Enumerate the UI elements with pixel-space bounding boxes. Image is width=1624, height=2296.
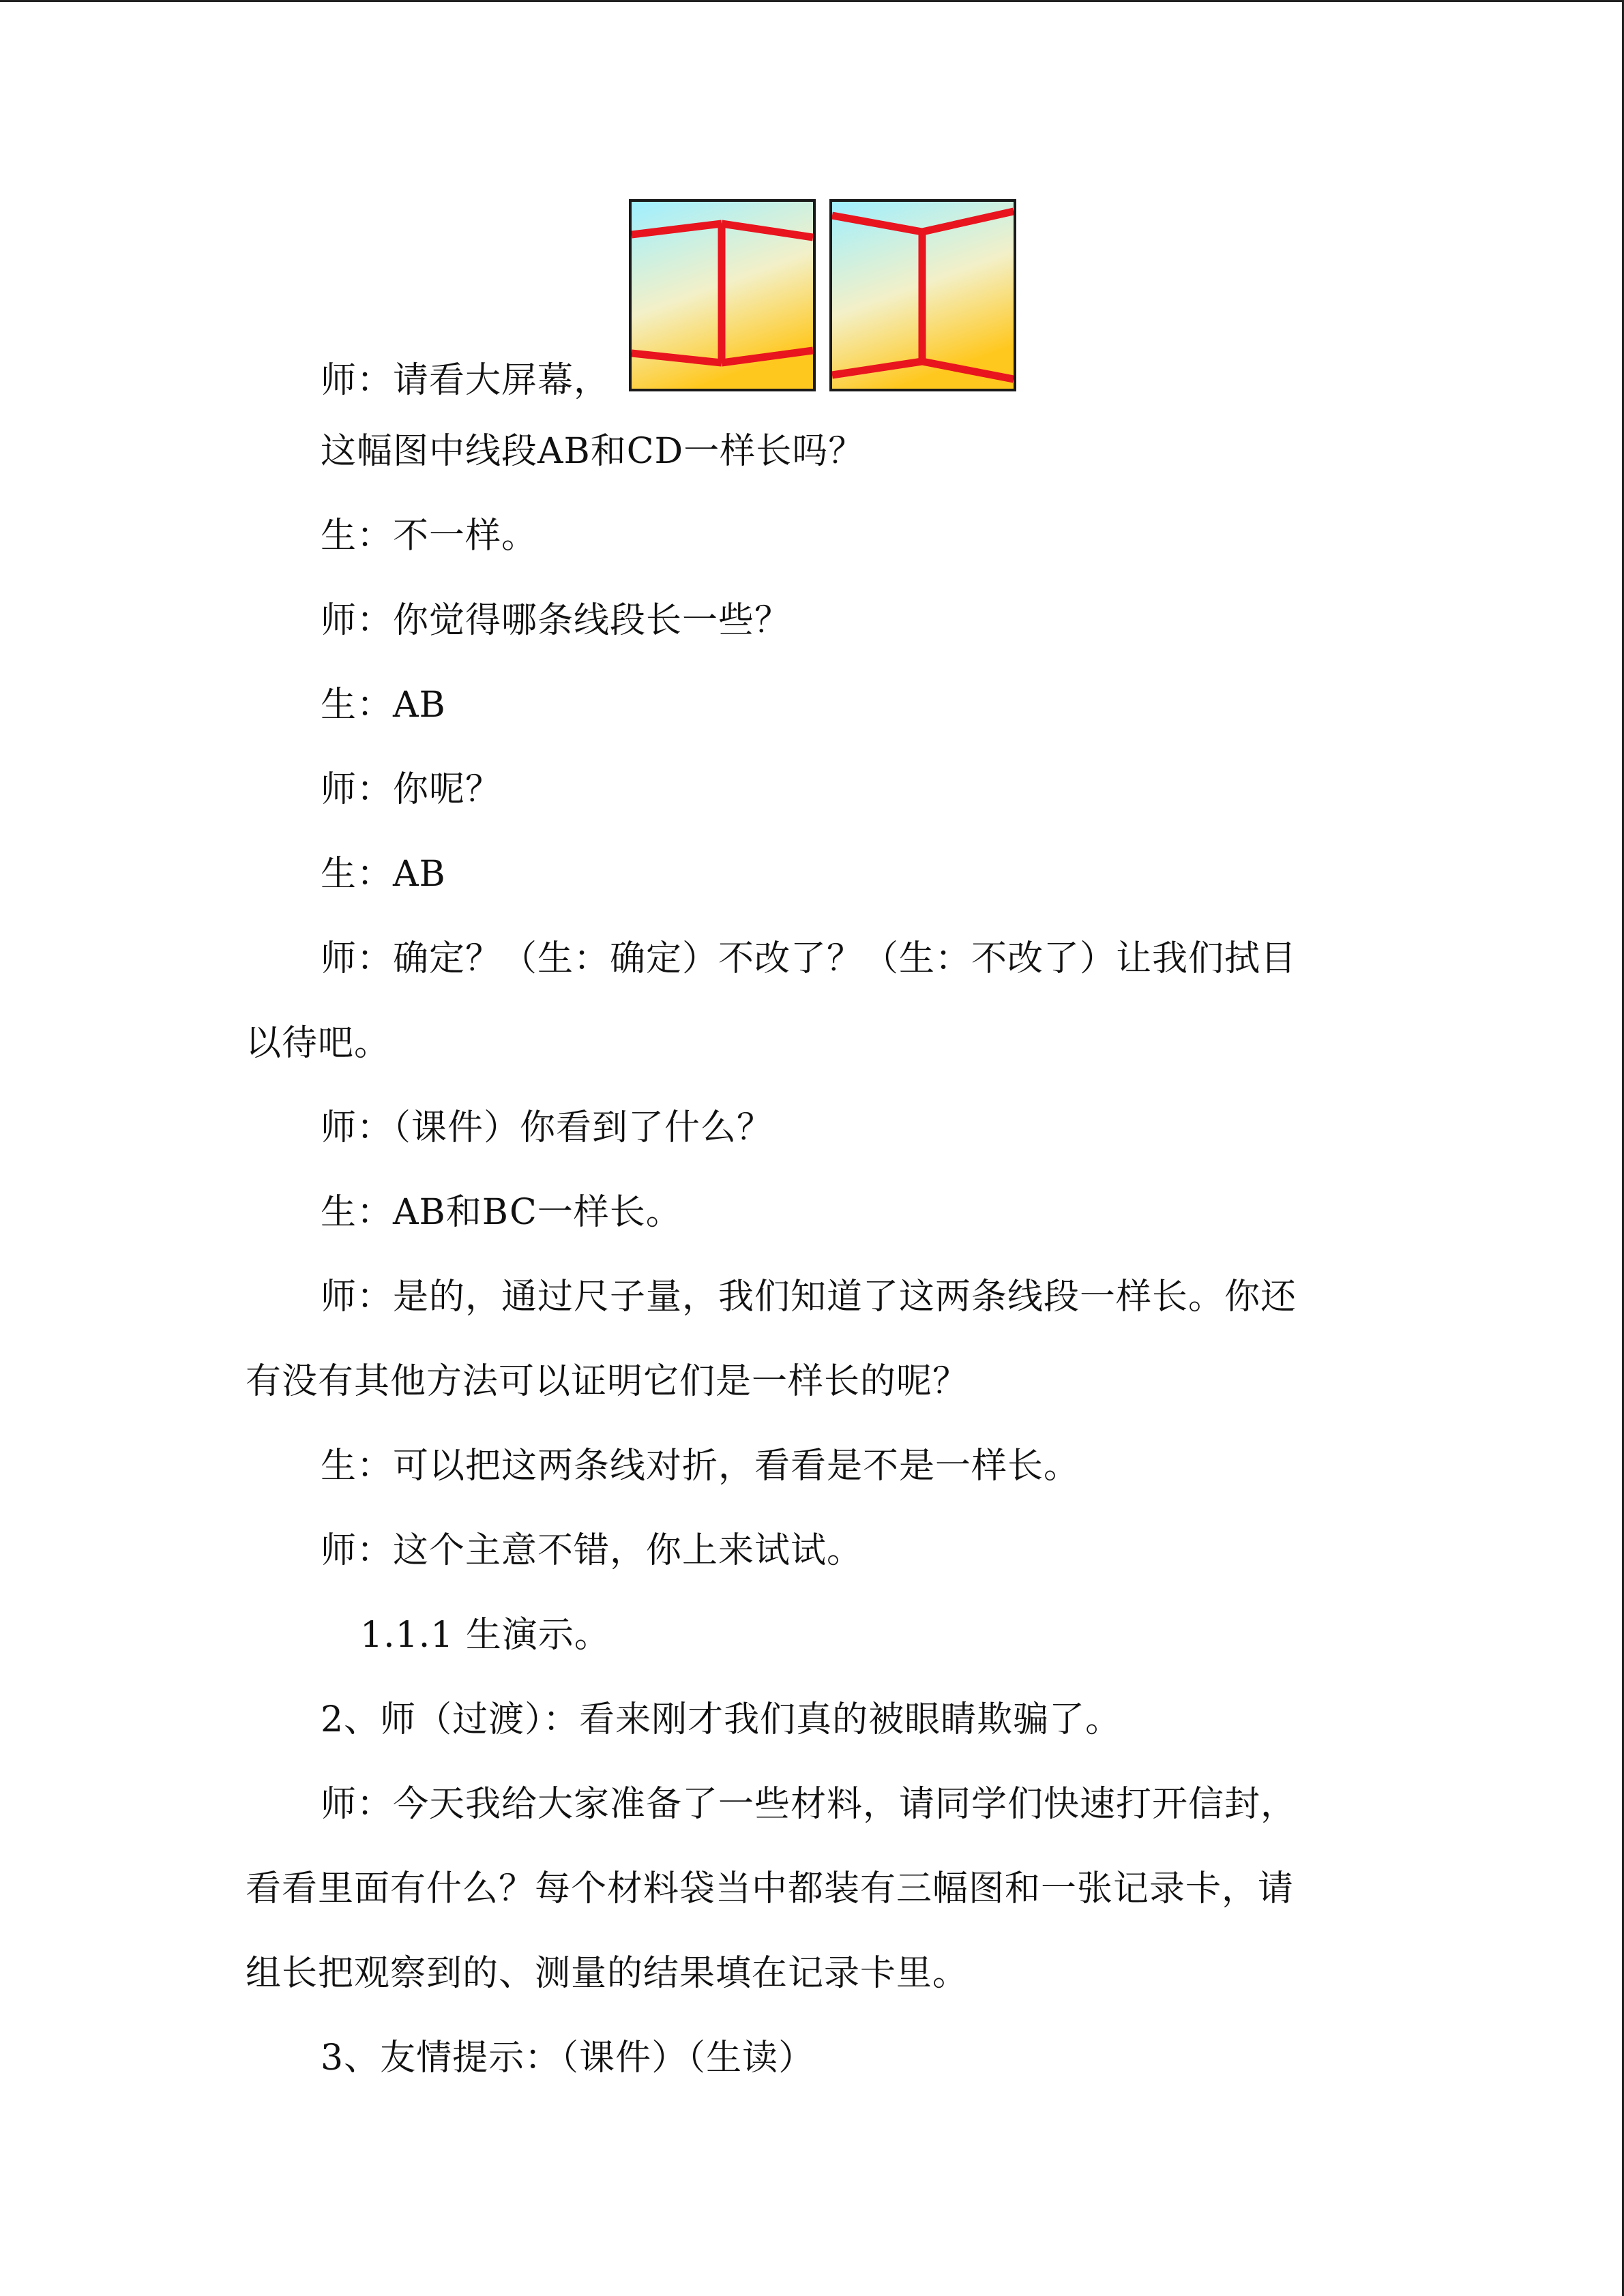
- paragraph-question-ab-cd: 这幅图中线段AB和CD一样长吗？: [321, 431, 865, 472]
- illusion-figure-left: [629, 199, 816, 391]
- paragraph-materials-line3: 组长把观察到的、测量的结果填在记录卡里。: [246, 1953, 969, 1994]
- paragraph-student-fold: 生：可以把这两条线对折，看看是不是一样长。: [321, 1446, 1080, 1487]
- paragraph-materials-line1: 师：今天我给大家准备了一些材料，请同学们快速打开信封，: [321, 1784, 1297, 1825]
- paragraph-teacher-ruler-line1: 师：是的，通过尺子量，我们知道了这两条线段一样长。你还: [321, 1277, 1297, 1317]
- paragraph-teacher-confirm-line2: 以待吧。: [246, 1023, 391, 1064]
- paragraph-student-not-same: 生：不一样。: [321, 516, 538, 556]
- paragraph-student-demo: 1.1.1 生演示。: [360, 1615, 610, 1656]
- paragraph-teacher-what-see: 师：（课件）你看到了什么？: [321, 1107, 773, 1148]
- paragraph-teacher-you: 师：你呢？: [321, 769, 502, 810]
- paragraph-teacher-which-longer: 师：你觉得哪条线段长一些？: [321, 600, 791, 641]
- paragraph-tips: 3、友情提示：（课件）（生读）: [321, 2038, 815, 2078]
- paragraph-materials-line2: 看看里面有什么？每个材料袋当中都装有三幅图和一张记录卡，请: [246, 1868, 1295, 1909]
- paragraph-teacher-confirm-line1: 师：确定？（生：确定）不改了？（生：不改了）让我们拭目: [321, 938, 1297, 979]
- illusion-figure-left-svg: [632, 202, 813, 389]
- paragraph-student-ab-1: 生：AB: [321, 685, 446, 726]
- illusion-figure-right: [829, 199, 1016, 391]
- paragraph-transition: 2、师（过渡）：看来刚才我们真的被眼睛欺骗了。: [321, 1699, 1122, 1740]
- paragraph-teacher-screen: 师：请看大屏幕，: [321, 360, 610, 401]
- illusion-figures: [629, 199, 1019, 394]
- paragraph-teacher-ruler-line2: 有没有其他方法可以证明它们是一样长的呢？: [246, 1361, 969, 1402]
- illusion-figure-right-svg: [832, 202, 1014, 389]
- paragraph-student-ab-2: 生：AB: [321, 854, 446, 895]
- paragraph-teacher-try: 师：这个主意不错，你上来试试。: [321, 1530, 863, 1571]
- paragraph-student-ab-bc: 生：AB和BC一样长。: [321, 1192, 682, 1233]
